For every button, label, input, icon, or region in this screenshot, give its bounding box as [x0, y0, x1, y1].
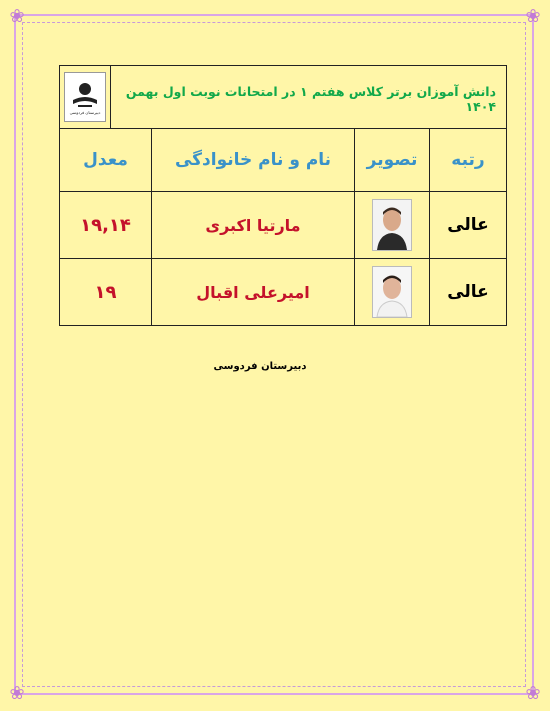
student-photo [372, 266, 412, 318]
logo-cell [60, 66, 111, 128]
rank-cell: عالی [447, 282, 489, 302]
results-table [59, 65, 507, 326]
school-logo [64, 72, 106, 122]
header-average: معدل [60, 129, 152, 191]
student-photo-icon [373, 200, 411, 250]
title-row [60, 66, 506, 129]
table-row [60, 259, 506, 325]
corner-ornament-icon: ❀ [525, 6, 541, 27]
corner-ornament-icon: ❀ [9, 6, 25, 27]
table-header-row [60, 129, 506, 192]
header-rank: رتبه [451, 150, 485, 170]
student-name: مارتیا اکبری [152, 192, 355, 258]
photo-cell [355, 192, 430, 258]
page-title: دانش آموزان برتر کلاس هفتم ۱ در امتحانات نوبت اول بهمن ۱۴۰۴ [125, 84, 496, 114]
logo-caption: دبیرستان فردوسی [69, 109, 101, 115]
table-row [60, 192, 506, 259]
school-logo-icon [70, 80, 100, 110]
photo-cell [355, 259, 430, 325]
student-photo [372, 199, 412, 251]
corner-ornament-icon: ❀ [9, 683, 25, 704]
header-name: نام و نام خانوادگی [152, 129, 355, 191]
average-value: ۱۹ [60, 259, 152, 325]
student-name: امیرعلی اقبال [152, 259, 355, 325]
corner-ornament-icon: ❀ [525, 683, 541, 704]
student-photo-icon [373, 267, 411, 317]
footer-school-name: دبیرستان فردوسی [213, 361, 307, 372]
rank-cell: عالی [447, 215, 489, 235]
average-value: ۱۹,۱۴ [60, 192, 152, 258]
header-photo: تصویر [355, 129, 430, 191]
